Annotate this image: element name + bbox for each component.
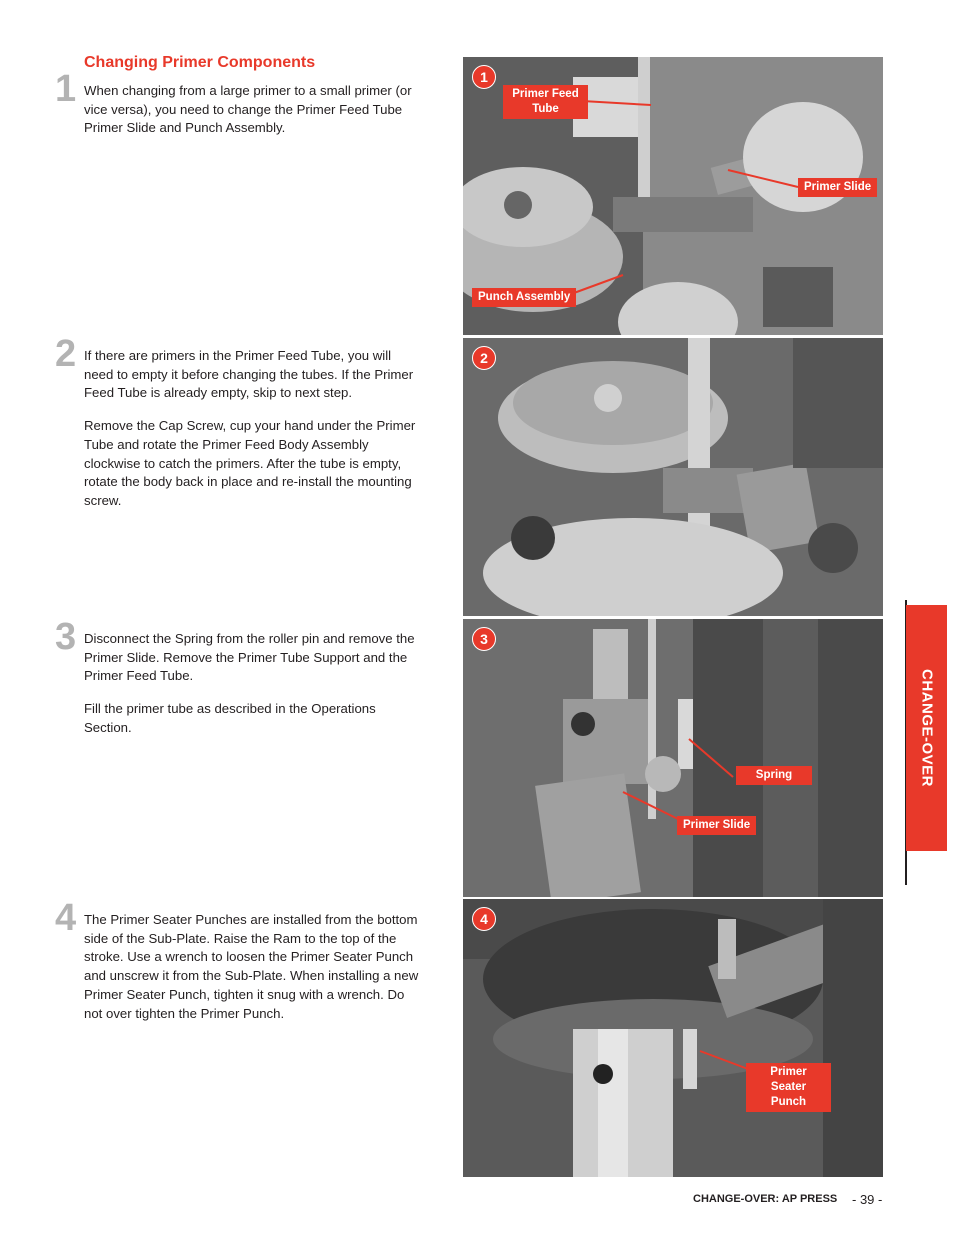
photo-badge: 2 bbox=[472, 346, 496, 370]
photo-badge: 4 bbox=[472, 907, 496, 931]
side-tab-label: CHANGE-OVER bbox=[918, 668, 935, 788]
photo-3 bbox=[463, 619, 883, 897]
side-tab bbox=[906, 605, 947, 851]
callout-primer-slide: Primer Slide bbox=[677, 816, 756, 835]
step-number: 1 bbox=[55, 68, 77, 110]
step-paragraph: When changing from a large primer to a small primer (or vice versa), you need to change the Primer Feed Tube Primer Slide and Punch Assembly. bbox=[84, 83, 412, 136]
step-paragraph: If there are primers in the Primer Feed Tube, you will need to empty it before changing the tubes. If the Primer Feed Tube is already empty, skip to next step. bbox=[84, 348, 414, 401]
step-number: 4 bbox=[55, 897, 77, 939]
photo-badge: 1 bbox=[472, 65, 496, 89]
step-paragraph: Remove the Cap Screw, cup your hand under the Primer Tube and rotate the Primer Feed Body Assembly clockwise to catch the primers. After the tube is empty, rotate the body back in place and re-install the mounting screw. bbox=[84, 418, 416, 508]
callout-primer-slide: Primer Slide bbox=[798, 178, 877, 197]
callout-primer-feed-tube: Primer Feed Tube bbox=[503, 85, 588, 119]
step-paragraph: The Primer Seater Punches are installed from the bottom side of the Sub-Plate. Raise the Ram to the top of the stroke. Use a wrench to loosen the Primer Seater Punch and unscrew it from the Sub-Plate. When installing a new Primer Seater Punch, tighten it snug with a wrench. Do not over tighten the Primer Punch. bbox=[84, 912, 419, 1021]
step-number: 2 bbox=[55, 333, 77, 375]
step-number: 3 bbox=[55, 616, 77, 658]
step-text bbox=[84, 630, 422, 752]
press-photo-illustration bbox=[463, 338, 883, 616]
photo-badge: 3 bbox=[472, 627, 496, 651]
step-text bbox=[84, 347, 422, 525]
press-photo-illustration bbox=[463, 619, 883, 897]
callout-punch-assembly: Punch Assembly bbox=[472, 288, 576, 307]
press-photo-illustration bbox=[463, 899, 883, 1177]
step-text bbox=[84, 82, 422, 152]
photo-4 bbox=[463, 899, 883, 1177]
step-paragraph: Fill the primer tube as described in the Operations Section. bbox=[84, 701, 376, 735]
section-heading: Changing Primer Components bbox=[84, 54, 316, 71]
callout-spring: Spring bbox=[736, 766, 812, 785]
photo-2 bbox=[463, 338, 883, 616]
photo-1 bbox=[463, 57, 883, 335]
footer-page-number: - 39 - bbox=[852, 1192, 883, 1207]
footer-section-label: CHANGE-OVER: AP PRESS bbox=[693, 1193, 838, 1205]
step-text bbox=[84, 911, 422, 1037]
callout-primer-seater-punch: Primer Seater Punch bbox=[746, 1063, 831, 1112]
step-paragraph: Disconnect the Spring from the roller pin and remove the Primer Slide. Remove the Primer Tube Support and the Primer Feed Tube. bbox=[84, 631, 415, 684]
